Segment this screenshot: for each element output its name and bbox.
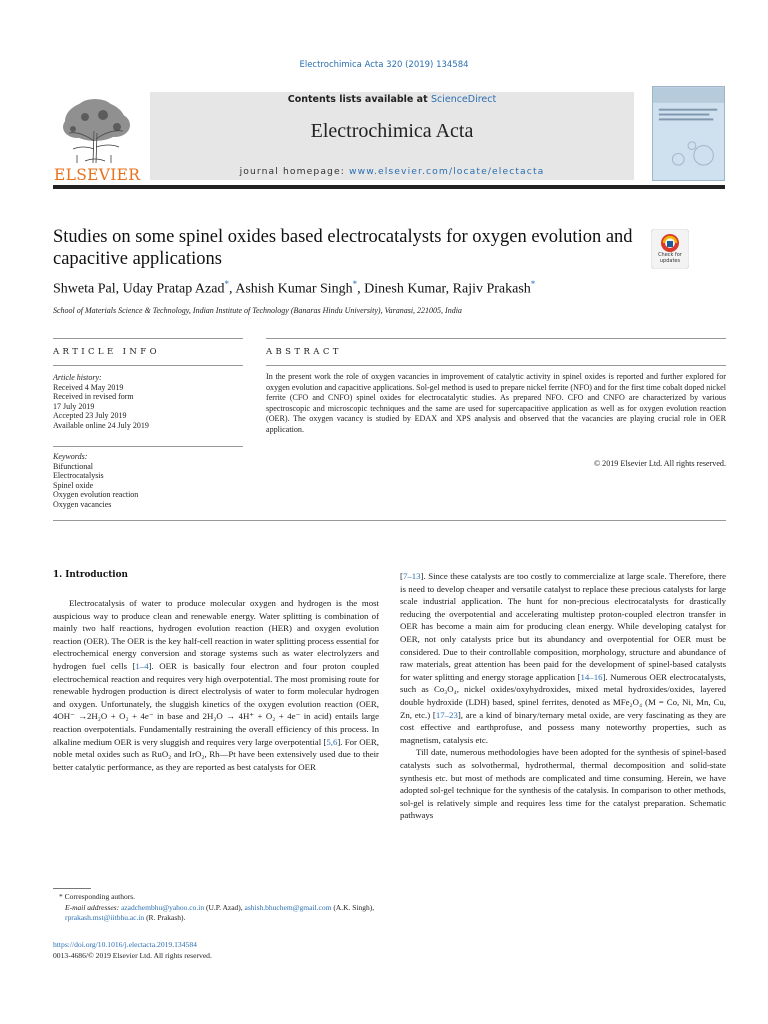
abstract-rule-bottom xyxy=(53,520,726,521)
abstract-text: In the present work the role of oxygen vacancies in improvement of catalytic activity in spinel oxides is reported and further explored for oxygen evolution and capacitive applications. Sol-gel method is used to prepare nickel ferrite (NFO) and for the first time cobalt doped nickel ferrite (CFO and CNFO) spinel oxides for electrocatalytic studies. As prepared NFO. CFO and CNFO are characterized by various spectroscopic and microscopic techniques and the same are used for supercapacitive application as well as for oxygen evolution reaction (OER). The oxygen vacancy is studied by EDAX and XPS analysis and observed that the vacancies are playing crucial role in OER application. xyxy=(266,372,726,434)
journal-cover-thumbnail[interactable] xyxy=(652,86,725,181)
email-link[interactable]: azadchembhu@yahoo.co.in xyxy=(120,903,205,912)
elsevier-wordmark[interactable]: ELSEVIER xyxy=(54,166,141,184)
corresponding-author-mark[interactable]: * xyxy=(224,279,229,289)
keywords xyxy=(53,452,243,510)
body-column-left xyxy=(53,597,379,773)
article-info-rule xyxy=(53,365,243,366)
body-text: ]. Since these catalysts are too costly to commercialize at large scale. Therefore, there is need to develop cheaper and versatile catalyst to replace these precious catalysts for large scale industrial application. The hunt for non-precious electrocatalysts for drastically reducing the overpotential and accelerating multistep proton-coupled electron transfer in OER has become a main aim for producing clean energy. While developing catalyst for OER, not only catalysts price but its abundancy and overpotential for OER must be considered. Due to their controllable composition, morphology, structure and abundance of raw materials, great attention has been paid for the development of spinel-based catalysts for water splitting and energy storage application [ xyxy=(400,571,726,682)
issn-copyright: 0013-4686/© 2019 Elsevier Ltd. All rights reserved. xyxy=(53,951,212,960)
check-for-updates-label[interactable]: Check for updates xyxy=(658,252,682,264)
author-name[interactable]: Rajiv Prakash xyxy=(452,281,531,297)
article-history xyxy=(53,373,243,431)
history-entry: Received in revised form xyxy=(53,392,134,402)
body-paragraph: [7–13]. Since these catalysts are too costly to commercialize at large scale. Therefore, there is need to develop cheaper and versatile catalyst to replace these precious catalysts for large scale industrial application. The hunt for non-precious electrocatalysts for drastically reducing the overpotential and accelerating multistep proton-coupled electron transfer in OER has become a main aim for producing clean energy. While developing catalyst for OER, not only catalysts price but its abundancy and overpotential for OER must be considered. Due to their controllable composition, morphology, structure and abundance of raw materials, great attention has been paid for the development of spinel-based catalysts for water splitting and energy storage application [14–16]. Numerous OER electrocatalysts, such as Co₃O₄, nickel oxides/oxyhydroxides, mixed metal hydroxides/oxides, layered double hydroxide (LDH) based, spinel ferrites, denoted as MFe₂O₄ (M = Co, Ni, Mn, Cu, Zn, etc.) [17–23], are a kind of binary/ternary metal oxide, are very fascinating as they are cost effective and earthprofuse, and possess many noteworthy properties, such as magnetism, catalysis etc. xyxy=(400,571,726,745)
article-info-heading: ARTICLE INFO xyxy=(53,347,160,357)
citation-link[interactable]: 7–13 xyxy=(402,571,421,581)
corresponding-author-mark[interactable]: * xyxy=(352,279,358,289)
history-label: Article history: xyxy=(53,373,102,382)
history-entry: Accepted 23 July 2019 xyxy=(53,411,127,421)
article-info-rule-top xyxy=(53,338,243,339)
email-owner: (U.P. Azad), xyxy=(205,903,243,912)
footnote-rule xyxy=(53,888,91,889)
header-divider xyxy=(53,185,725,189)
history-entry: Available online 24 July 2019 xyxy=(53,420,149,430)
citation-link[interactable]: 17–23 xyxy=(435,709,458,720)
citation-link[interactable]: 14–16 xyxy=(580,671,603,682)
doi-link[interactable]: https://doi.org/10.1016/j.electacta.2019.134584 xyxy=(53,940,197,949)
body-paragraph: Till date, numerous methodologies have been adopted for the synthesis of spinel-based catalysts such as solvothermal, hydrothermal, thermal decomposition and solid-state synthesis etc. but most of methods are complicated and time consuming. Herein, we have adopted sol-gel technique for the synthesis of the catalysis. In comparison to other methods, sol-gel is relatively simple and requires less time for the catalyst preparation. Schematic pathways xyxy=(400,747,726,821)
author-name[interactable]: Dinesh Kumar xyxy=(364,281,446,297)
journal-citation[interactable]: Electrochimica Acta 320 (2019) 134584 xyxy=(299,60,469,70)
body-text: ]. OER is basically four electron and four proton coupled electrochemical reaction and requires very high overpotential. The most promising route for renewable hydrogen production is direct electrolysis of water to form molecular hydrogen and oxygen. Unfortunately, the sluggish kinetics of the oxygen evolution reaction (OER, 4OH⁻ →2H₂O + O₂ + 4e⁻ in base and 2H₂O → 4H⁺ + O₂ + 4e⁻ in acid) entails large reaction overpotentials. Fundamentally restraining the overall efficiency of this process. In alkaline medium OER is very sluggish and requires very large overpotential [ xyxy=(53,660,379,747)
keyword: Spinel oxide xyxy=(53,480,94,490)
body-text: Electrocatalysis of water to produce molecular oxygen and hydrogen is the most auspicious way to produce clean and renewable energy. Water splitting is combination of mainly two half reactions, hydrogen evolution reaction (HER) and oxygen evolution reaction (OER). The OER is the key half-cell reaction in water splitting process essential for electrochemical energy conversion and storage systems such as water electrolyzers and hydrogen fuel cells [ xyxy=(53,598,379,671)
sciencedirect-link[interactable]: ScienceDirect xyxy=(430,94,497,105)
journal-homepage-line xyxy=(150,166,634,177)
keyword: Bifunctional xyxy=(53,461,93,471)
section-heading-introduction: 1. Introduction xyxy=(53,570,128,580)
email-owner: (R. Prakash). xyxy=(146,913,186,922)
author-name[interactable]: Ashish Kumar Singh xyxy=(235,281,353,297)
author-affiliation: School of Materials Science & Technology, Indian Institute of Technology (Banaras Hindu University), Varanasi, 221005, India xyxy=(53,306,462,315)
abstract-heading: ABSTRACT xyxy=(266,347,342,357)
body-text: ]. For OER, noble metal oxides such as RuO₂ and IrO₂, Rh—Pt have been extensively used due to their better catalytic performance, as they are reported as best catalysts for OER xyxy=(53,736,379,772)
citation-link[interactable]: 1–4 xyxy=(135,660,149,671)
email-link[interactable]: rprakash.mst@iitbhu.ac.in xyxy=(65,913,145,922)
abstract-rule-top xyxy=(266,338,726,339)
email-link[interactable]: ashish.bhuchem@gmail.com xyxy=(244,903,332,912)
footnote-corresponding: * Corresponding authors. xyxy=(59,892,136,901)
homepage-link[interactable]: www.elsevier.com/locate/electacta xyxy=(348,166,545,177)
email-label: E-mail addresses: xyxy=(65,903,120,912)
keywords-label: Keywords: xyxy=(53,452,88,461)
history-entry: Received 4 May 2019 xyxy=(53,382,124,392)
body-column-right xyxy=(400,570,726,822)
email-owner: (A.K. Singh), xyxy=(333,903,375,912)
footnote-emails xyxy=(53,903,379,923)
contents-available-line xyxy=(150,94,634,105)
body-text: ]. Numerous OER electrocatalysts, such as Co₃O₄, nickel oxides/oxyhydroxides, mixed metal hydroxides/oxides, layered double hydroxide (LDH) based, spinel ferrites, denoted as MFe₂O₄ (M = Co, Ni, Mn, Cu, Zn, etc.) [ xyxy=(400,671,726,720)
article-title: Studies on some spinel oxides based electrocatalysts for oxygen evolution and capacitive applications xyxy=(53,227,633,269)
abstract-rule xyxy=(266,365,726,366)
body-text: ], are a kind of binary/ternary metal oxide, are very fascinating as they are cost effective and earthprofuse, and possess many noteworthy properties, such as magnetism, catalysis etc. xyxy=(400,709,726,745)
keywords-rule xyxy=(53,446,243,447)
keyword: Oxygen vacancies xyxy=(53,499,112,509)
citation-link[interactable]: 5,6 xyxy=(326,736,338,747)
author-list: Shweta Pal, Uday Pratap Azad*, Ashish Kumar Singh*, Dinesh Kumar, Rajiv Prakash* xyxy=(53,279,536,297)
journal-title: Electrochimica Acta xyxy=(310,120,474,142)
author-name[interactable]: Shweta Pal xyxy=(53,281,116,297)
keyword: Oxygen evolution reaction xyxy=(53,490,139,500)
homepage-prefix: journal homepage: xyxy=(239,166,345,177)
corresponding-author-mark[interactable]: * xyxy=(530,279,536,289)
history-entry: 17 July 2019 xyxy=(53,401,95,411)
abstract-copyright: © 2019 Elsevier Ltd. All rights reserved. xyxy=(593,459,726,468)
contents-prefix: Contents lists available at xyxy=(287,94,428,105)
keyword: Electrocatalysis xyxy=(53,471,104,481)
author-name[interactable]: Uday Pratap Azad xyxy=(122,281,225,297)
body-paragraph xyxy=(53,597,379,773)
